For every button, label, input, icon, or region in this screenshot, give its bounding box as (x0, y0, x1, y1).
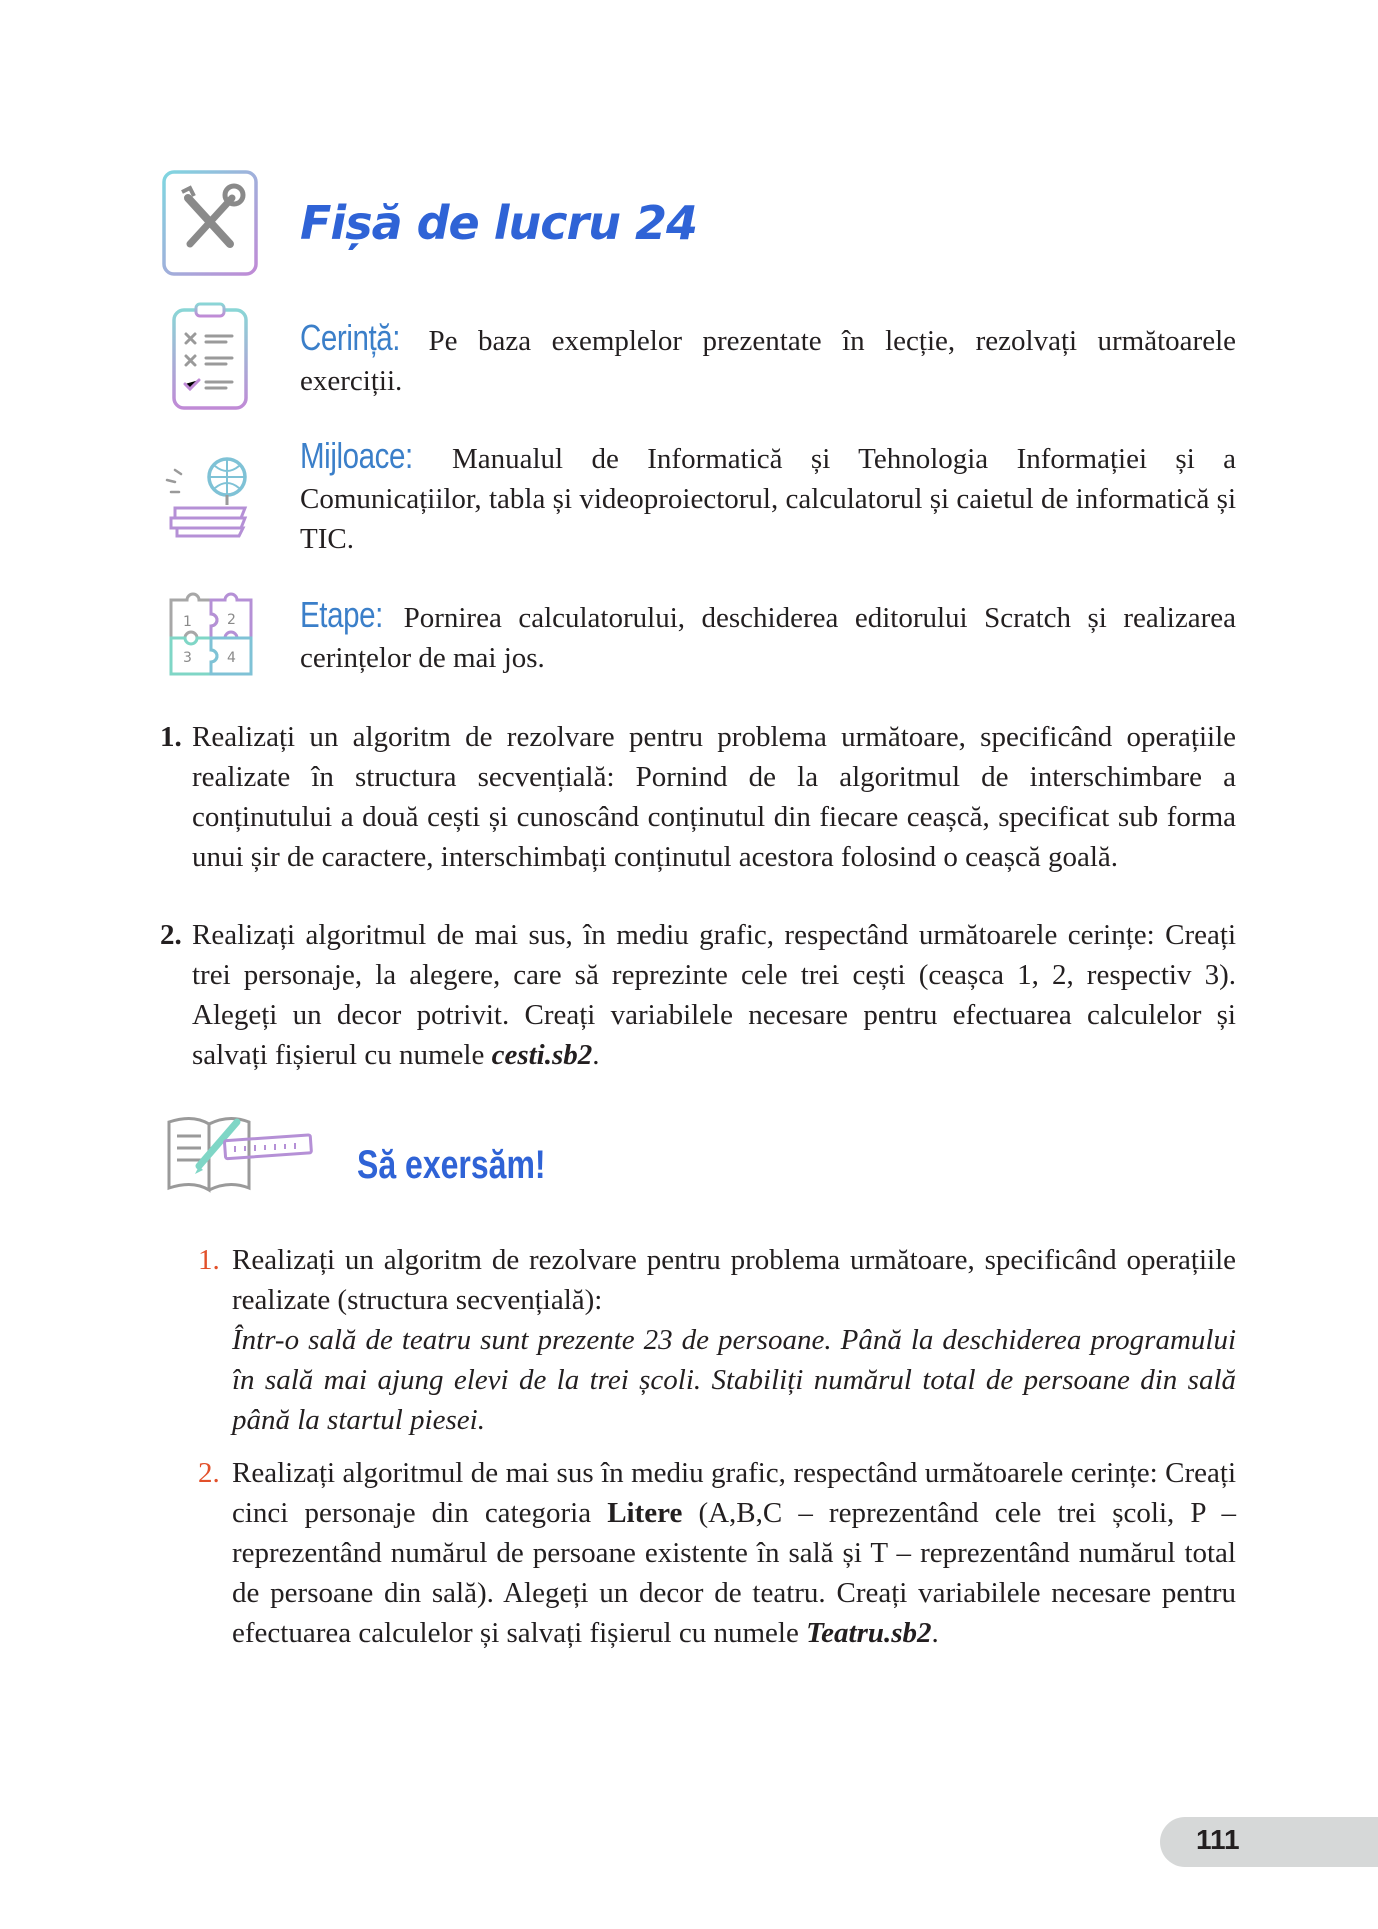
exercise-item-1 (198, 1240, 1236, 1440)
etape-text: Pornirea calculatorului, deschiderea editorului Scratch și realizarea cerințelor de mai jos. (300, 602, 1237, 674)
exercise-bold-word: Litere (607, 1497, 683, 1529)
task-item-2 (160, 915, 1236, 1075)
page-title: Fișă de lucru 24 (300, 196, 698, 250)
exercise-text: Realizați un algoritm de rezolvare pentru problema următoare, specificând operațiile realizate (structura secvențială): (232, 1244, 1236, 1316)
page-number-tab (1160, 1817, 1378, 1867)
cerinta-label: Cerință: (300, 317, 401, 358)
task-text: Realizați algoritmul de mai sus, în mediu grafic, respectând următoarele cerințe: Creați trei personaje, la alegere, care să reprezinte cele trei cești (ceașca 1, 2, respectiv 3). Alegeți un decor potrivit. Creați variabilele necesare pentru efectuarea calculelor și salvați fișierul cu numele (192, 919, 1236, 1071)
task-number: 1. (160, 721, 182, 753)
page-number: 111 (1196, 1824, 1240, 1855)
globe-books-icon (165, 452, 260, 542)
cerinta-paragraph (300, 318, 1236, 401)
exercise-section-title: Să exersăm! (357, 1143, 546, 1187)
exercise-italic-text: Într-o sală de teatru sunt prezente 23 de persoane. Până la deschiderea programului în sală mai ajung elevi de la trei școli. Stabiliți numărul total de persoane din sală până la startul piesei. (232, 1324, 1236, 1436)
task-text-block (192, 915, 1236, 1075)
cerinta-text: Pe baza exemplelor prezentate în lecție, rezolvați următoarele exerciții. (300, 325, 1236, 397)
task-filename: cesti.sb2 (491, 1039, 593, 1071)
task-text: Realizați un algoritm de rezolvare pentru problema următoare, specificând operațiile realizate în structura secvențială: Pornind de la algoritmul de interschimbare a conținutului a două cești și cunoscând conținutul din fiecare ceașcă, specificat sub forma unui șir de caractere, interschimbați conținutul acestora folosind o ceașcă goală. (192, 721, 1236, 873)
etape-label: Etape: (300, 594, 383, 635)
exercise-body (232, 1240, 1236, 1440)
exercise-filename: Teatru.sb2 (806, 1617, 932, 1649)
svg-text:4: 4 (227, 650, 236, 666)
exercise-end: . (931, 1617, 939, 1649)
exercise-problem (232, 1320, 1236, 1440)
tools-icon (160, 168, 260, 278)
svg-text:3: 3 (183, 650, 192, 666)
mijloace-paragraph (300, 436, 1236, 559)
exercise-item-2 (198, 1453, 1236, 1653)
svg-text:1: 1 (183, 614, 192, 630)
exercise-body (232, 1453, 1236, 1653)
exercise-number: 2. (198, 1457, 220, 1489)
mijloace-label: Mijloace: (300, 435, 413, 476)
task-item-1 (160, 717, 1236, 877)
exercise-text-a: Realizați algoritmul de mai sus în mediu grafic, respectând următoarele cerințe: Creați cinci personaje din categoria (232, 1457, 1236, 1529)
task-end: . (592, 1039, 600, 1071)
puzzle-icon (165, 590, 260, 680)
mijloace-text: Manualul de Informatică și Tehnologia Informației și a Comunicațiilor, tabla și videoproiectorul, calculatorul și caietul de informatică și TIC. (300, 443, 1237, 555)
etape-paragraph (300, 595, 1236, 678)
exercise-text-b: (A,B,C – reprezentând cele trei școli, P – reprezentând numărul de persoane existente în sală și T – reprezentând numărul total de persoane din sală). Alegeți un decor de teatru. Creați variabilele necesare pentru efectuarea calculelor și salvați fișierul cu numele (232, 1497, 1237, 1649)
svg-text:2: 2 (227, 612, 236, 628)
checklist-icon (170, 300, 250, 412)
notebook-icon (165, 1108, 315, 1198)
task-number: 2. (160, 919, 182, 951)
exercise-number: 1. (198, 1244, 220, 1276)
